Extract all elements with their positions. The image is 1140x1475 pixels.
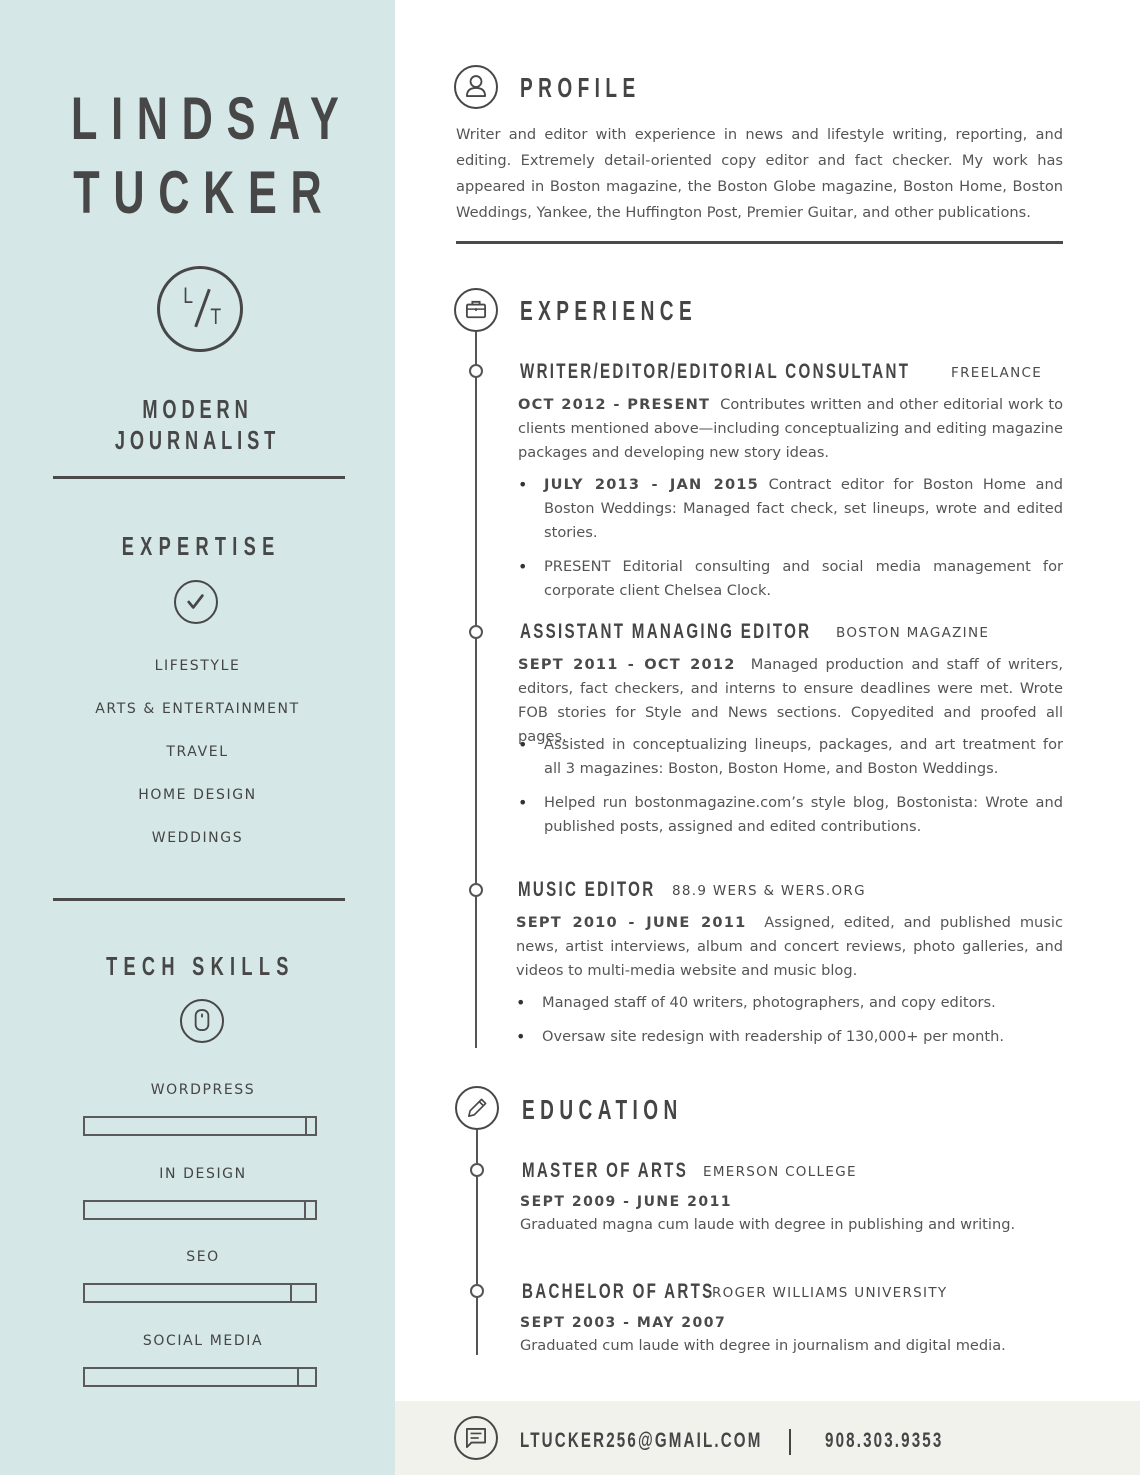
expertise-item: HOME DESIGN [138,787,257,803]
monogram-right-letter: T [210,304,222,329]
profile-text: Writer and editor with experience in news and lifestyle writing, reporting, and editing. Extremely detail-oriented copy editor and fact checker. My work has appeared in Boston magazine, the Boston Globe magazine, Boston Home, Boston Weddings, Yankee, the Huffington Post, Premier Guitar, and other publications. [456,126,1063,221]
expertise-item: ARTS & ENTERTAINMENT [95,701,300,717]
contact-footer [395,1401,1140,1475]
expertise-heading: EXPERTISE [121,531,281,561]
education-heading: EDUCATION [522,1094,683,1125]
experience-timeline [475,332,477,1048]
experience-heading: EXPERIENCE [520,295,698,326]
email-link[interactable]: LTUCKER256@GMAIL.COM [520,1429,763,1452]
skill-bar-seo [83,1283,317,1303]
job-org: BOSTON MAGAZINE [836,625,990,641]
bullet-item: • Oversaw site redesign with readership of 130,000+ per month. [516,1025,1063,1049]
timeline-node [469,625,483,639]
degree-dates: SEPT 2003 - MAY 2007 [520,1315,727,1331]
chat-message-icon [454,1416,498,1460]
role-title: MODERN JOURNALIST [114,394,281,455]
tech-skills-heading: TECH SKILLS [106,951,295,981]
job-dates: SEPT 2010 - JUNE 2011 [516,914,747,931]
monogram-logo [157,266,243,352]
monogram-slash [194,289,210,327]
degree-description: Graduated magna cum laude with degree in publishing and writing. [520,1216,1016,1233]
job-summary: SEPT 2011 - OCT 2012 Managed production and staff of writers, editors, fact checkers, and interns to ensure deadlines were met. Wrote FOB stories for Style and News sections. Copyedited and proofed all pages. [518,656,1063,745]
job-bullets [518,733,1063,849]
job-org: 88.9 WERS & WERS.ORG [672,883,866,899]
skill-bar-social-media [83,1367,317,1387]
skill-level-marker [305,1116,307,1136]
timeline-node [470,1163,484,1177]
skill-label: IN DESIGN [159,1166,247,1182]
school-name: ROGER WILLIAMS UNIVERSITY [712,1285,948,1301]
skill-label: SEO [186,1249,220,1265]
bullet-item: • JULY 2013 - JAN 2015 Contract editor for Boston Home and Boston Weddings: Managed fact check, set lineups, wrote and edited stories. [518,473,1063,545]
mouse-icon [180,999,224,1043]
job-bullets [518,473,1063,613]
timeline-node [469,883,483,897]
skill-level-marker [290,1283,292,1303]
job-org: FREELANCE [951,365,1043,381]
job-summary: SEPT 2010 - JUNE 2011 Assigned, edited, and published music news, artist interviews, album and concert reviews, photo galleries, and videos to multi-media website and music blog. [516,914,1063,979]
job-title: WRITER/EDITOR/EDITORIAL CONSULTANT FREELANCE [520,360,1043,383]
expertise-item: LIFESTYLE [154,658,241,674]
bullet-item: • Assisted in conceptualizing lineups, packages, and art treatment for all 3 magazines: Boston, Boston Home, and Boston Weddings. [518,733,1063,781]
degree-title: MASTER OF ARTS EMERSON COLLEGE [522,1159,857,1182]
job-summary: OCT 2012 - PRESENT Contributes written and other editorial work to clients mentioned above—including conceptualizing and editing magazine packages and developing new story ideas. [518,396,1064,461]
skill-level-marker [304,1200,306,1220]
degree-dates: SEPT 2009 - JUNE 2011 [520,1194,733,1210]
divider [53,476,345,479]
skill-level-marker [297,1367,299,1387]
checkmark-circle-icon [174,580,218,624]
job-title: ASSISTANT MANAGING EDITOR BOSTON MAGAZINE [520,620,990,643]
skill-label: SOCIAL MEDIA [142,1333,264,1349]
user-icon [454,65,498,109]
job-dates: OCT 2012 - PRESENT [518,396,711,413]
last-name: TUCKER [73,159,336,226]
skill-bar-wordpress [83,1116,317,1136]
first-name: LINDSAY [71,85,353,152]
bullet-item: • Managed staff of 40 writers, photographers, and copy editors. [516,991,1063,1015]
divider [53,898,345,901]
divider [456,241,1063,244]
sidebar [0,0,395,1475]
skill-bar-indesign [83,1200,317,1220]
job-dates: SEPT 2011 - OCT 2012 [518,656,736,673]
monogram-left-letter: L [183,283,194,308]
bullet-item: • Helped run bostonmagazine.com’s style blog, Bostonista: Wrote and published posts, assigned and edited contributions. [518,791,1063,839]
briefcase-icon [454,288,498,332]
contact-separator [789,1429,791,1455]
degree-title: BACHELOR OF ARTS ROGER WILLIAMS UNIVERSITY [522,1280,948,1303]
degree-description: Graduated cum laude with degree in journalism and digital media. [520,1337,1006,1354]
phone-number[interactable]: 908.303.9353 [825,1429,944,1452]
expertise-item: WEDDINGS [151,830,244,846]
pencil-icon [455,1086,499,1130]
timeline-node [469,364,483,378]
profile-heading: PROFILE [520,72,641,103]
expertise-item: TRAVEL [166,744,229,760]
timeline-node [470,1284,484,1298]
job-title: MUSIC EDITOR 88.9 WERS & WERS.ORG [518,878,866,901]
job-bullets [516,991,1063,1059]
school-name: EMERSON COLLEGE [703,1164,857,1180]
bullet-item: • PRESENT Editorial consulting and social media management for corporate client Chelsea Clock. [518,555,1063,603]
skill-label: WORDPRESS [150,1082,256,1098]
